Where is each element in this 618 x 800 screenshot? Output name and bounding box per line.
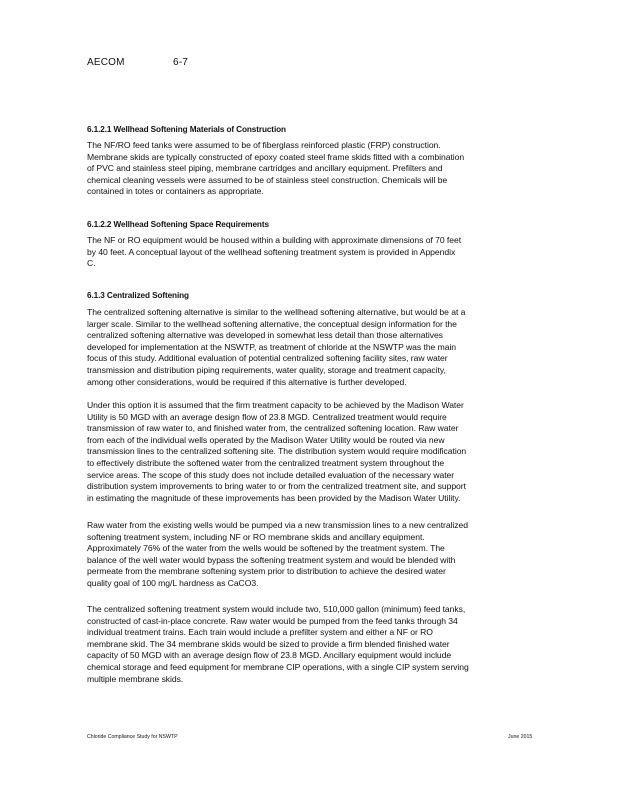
text-line: Under this option it is assumed that the firm treatment capacity to be achieved by the Madison Water [87, 400, 464, 410]
paragraph-centralized-intro [87, 307, 539, 388]
header-page-number: 6-7 [173, 57, 189, 68]
paragraph-centralized-raw-water [87, 520, 539, 590]
text-line: from each of the individual wells operated by the Madison Water Utility would be routed via new [87, 434, 445, 445]
text-line: Approximately 76% of the water from the wells would be softened by the treatment system. The [87, 543, 445, 554]
text-line: in estimating the magnitude of these improvements has been provided by the Madison Water Utility. [87, 492, 461, 503]
text-line: Membrane skids are typically constructed of epoxy coated steel frame skids fitted with a combination [87, 151, 465, 162]
text-line: The centralized softening treatment system would include two, 510,000 gallon (minimum) feed tanks, [87, 604, 466, 614]
text-line: permeate from the membrane softening system prior to distribution to achieve the desired water [87, 566, 446, 577]
paragraph-centralized-option [87, 400, 539, 504]
paragraph-centralized-system [87, 604, 539, 685]
text-line: chemical storage and feed equipment for membrane CIP operations, with a single CIP system serving [87, 661, 469, 672]
text-line: centralized softening alternative was developed in somewhat less detail than those alternatives [87, 330, 443, 341]
text-line: capacity of 50 MGD with an average design flow of 23.8 MGD. Ancillary equipment would include [87, 650, 452, 661]
text-line: focus of this study. Additional evaluation of potential centralized softening facility sites, raw water [87, 353, 448, 364]
text-line: constructed of cast-in-place concrete. Raw water would be pumped from the feed tanks through 34 [87, 615, 458, 626]
text-line: of PVC and stainless steel piping, membrane cartridges and ancillary equipment. Prefilters and [87, 163, 443, 174]
text-line: Raw water from the existing wells would be pumped via a new transmission lines to a new centralized [87, 520, 468, 530]
footer-title: Chloride Compliance Study for NSWTP [87, 734, 178, 740]
text-line: The centralized softening alternative is similar to the wellhead softening alternative, but would be at a [87, 307, 466, 317]
text-line: Utility is 50 MGD with an average design flow of 23.8 MGD. Centralized treatment would require [87, 411, 447, 422]
text-line: quality goal of 100 mg/L hardness as CaCO3. [87, 577, 259, 588]
text-line: C. [87, 258, 96, 269]
header-organization: AECOM [87, 57, 125, 68]
text-line: transmission of raw water to, and finished water from, the centralized softening location. Raw water [87, 423, 459, 434]
paragraph-space [87, 235, 539, 270]
text-line: service areas. The scope of this study does not include detailed evaluation of the necessary water [87, 469, 455, 480]
section-heading-space: 6.1.2.2 Wellhead Softening Space Requirements [87, 220, 269, 229]
text-line: developed for implementation at the NSWTP, as treatment of chloride at the NSWTP was the main [87, 341, 457, 352]
text-line: The NF/RO feed tanks were assumed to be of fiberglass reinforced plastic (FRP) construction. [87, 140, 441, 150]
section-heading-centralized: 6.1.3 Centralized Softening [87, 291, 189, 300]
text-line: multiple membrane skids. [87, 673, 184, 684]
text-line: transmission lines to the centralized softening site. The distribution system would require modification [87, 446, 467, 457]
footer-date: June 2015 [508, 734, 533, 740]
text-line: membrane skid. The 34 membrane skids would be sized to provide a firm blended finished water [87, 638, 450, 649]
text-line: softening treatment system, including NF or RO membrane skids and ancillary equipment. [87, 531, 425, 542]
text-line: by 40 feet. A conceptual layout of the wellhead softening treatment system is provided in Appendix [87, 246, 456, 257]
text-line: The NF or RO equipment would be housed within a building with approximate dimensions of 70 feet [87, 235, 462, 245]
text-line: contained in totes or containers as appropriate. [87, 186, 264, 197]
text-line: chemical cleaning vessels were assumed to be of stainless steel construction. Chemicals will be [87, 174, 448, 185]
paragraph-materials [87, 140, 539, 198]
text-line: balance of the well water would bypass the softening treatment system and would be blended with [87, 554, 456, 565]
section-heading-materials: 6.1.2.1 Wellhead Softening Materials of Construction [87, 125, 286, 134]
text-line: distribution system improvements to bring water to or from the centralized treatment site, and support [87, 481, 466, 492]
text-line: to effectively distribute the softened water from the centralized treatment system throughout the [87, 457, 445, 468]
text-line: among other considerations, would be required if this alternative is further developed. [87, 376, 407, 387]
text-line: larger scale. Similar to the wellhead softening alternative, the conceptual design information for the [87, 318, 457, 329]
text-line: individual treatment trains. Each train would include a prefilter system and either a NF or RO [87, 627, 433, 638]
text-line: transmission and distribution piping requirements, water quality, storage and treatment capacity, [87, 364, 446, 375]
